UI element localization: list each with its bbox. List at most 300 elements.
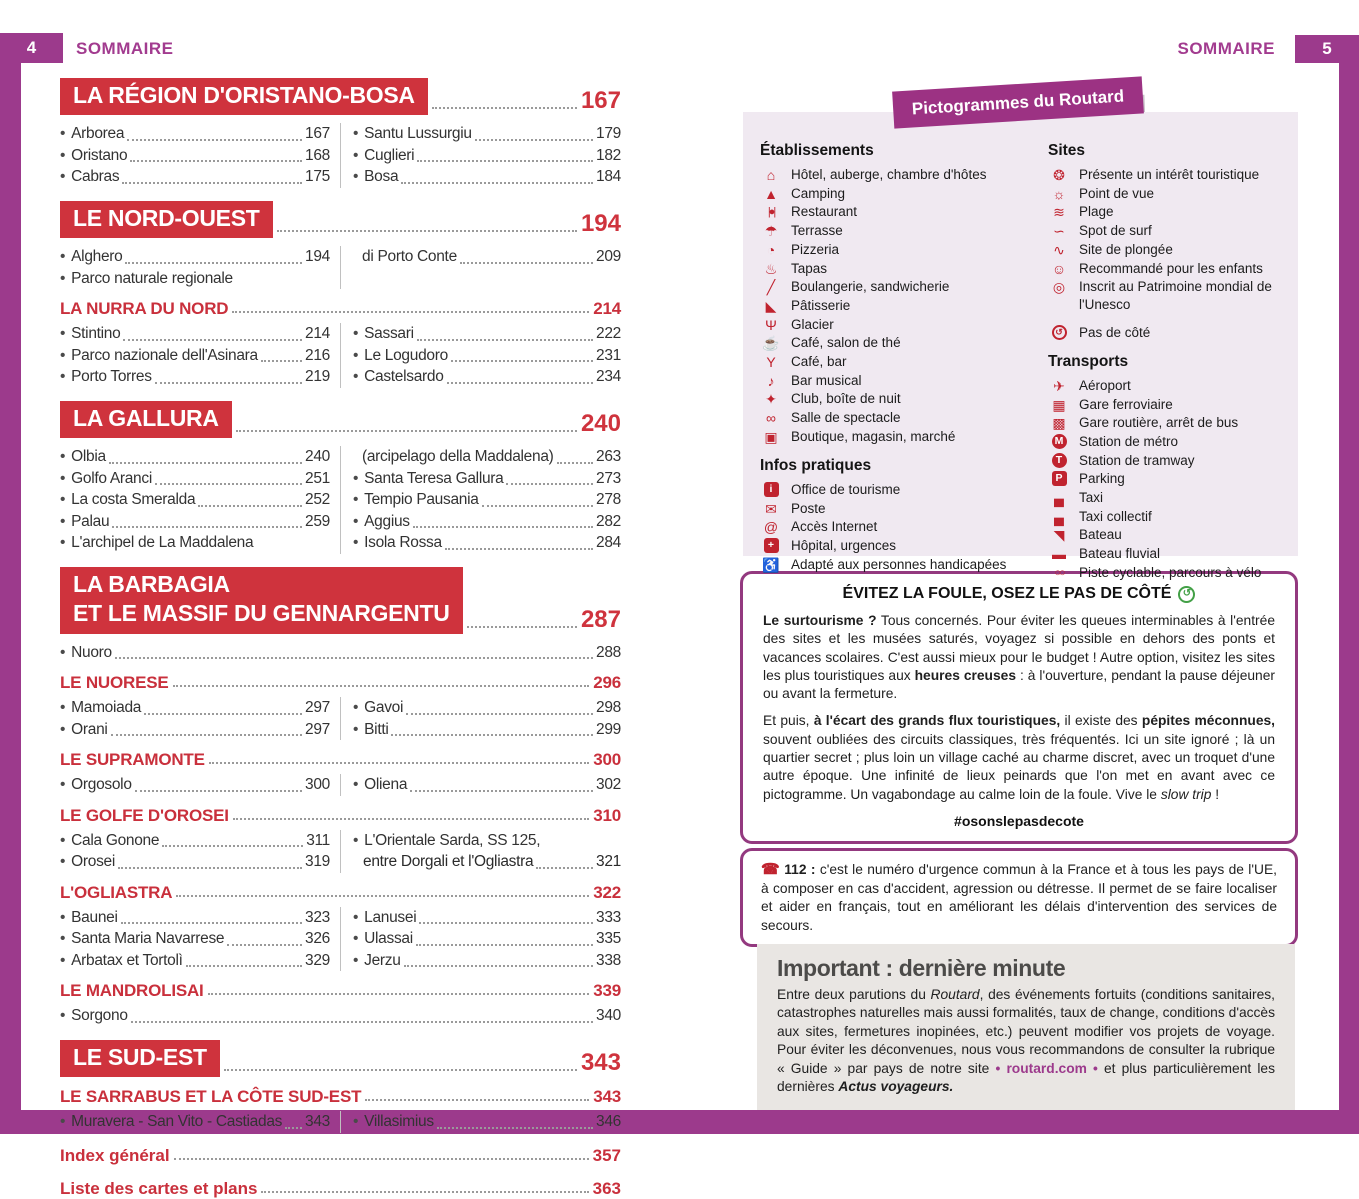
picto-row: [1048, 433, 1284, 451]
toc-entry: [353, 1111, 621, 1133]
text-segment: Entre deux parutions du: [777, 987, 931, 1002]
toc-section-title-line: L'OGLIASTRA: [60, 882, 173, 902]
bullet-icon: •: [353, 1113, 359, 1131]
toc-section-heading: [60, 981, 621, 1001]
dotted-leader: [131, 1021, 593, 1023]
toc-section-title-line: LE GOLFE D'OROSEI: [60, 805, 229, 825]
toc-section-page: 287: [580, 605, 621, 633]
toc-section-title: [60, 78, 428, 115]
bullet-icon: •: [60, 1113, 66, 1131]
gare-ferroviaire-icon: ▦: [1052, 396, 1066, 413]
avoid-crowd-paragraph-2: [763, 712, 1275, 803]
picto-label: Accès Internet: [791, 519, 878, 535]
toc-entry-label: Aggius: [364, 512, 410, 530]
picto-row: [1048, 260, 1284, 278]
picto-row: [760, 278, 1048, 296]
left-page-number: 4: [26, 38, 37, 57]
toc-entry-page: 298: [596, 699, 621, 717]
bullet-icon: •: [60, 448, 66, 466]
toc-entry-page: 323: [305, 908, 330, 926]
text-segment: : à l'ouverture, pendant la pause déjeuner ou avant la fermeture.: [763, 667, 1275, 702]
pas-de-cote-icon: [1048, 324, 1070, 342]
toc-entry: [60, 123, 330, 145]
toc-entry-label: Parco naturale regionale: [71, 269, 233, 287]
picto-row: [1048, 396, 1284, 414]
tramway-icon: [1048, 452, 1070, 470]
dotted-leader: [155, 382, 302, 384]
dotted-leader: [125, 262, 302, 264]
dotted-leader: [404, 965, 593, 967]
toc-column-right: [340, 1111, 621, 1133]
bullet-icon: •: [60, 776, 66, 794]
toc-entry: [353, 511, 621, 533]
toc-columns: [60, 697, 621, 740]
dotted-leader: [127, 139, 302, 141]
toc-entry: [60, 345, 330, 367]
left-page-number-tab: [0, 33, 63, 63]
terrasse-icon: ☂: [764, 223, 778, 240]
picto-label: Présente un intérêt touristique: [1079, 167, 1260, 182]
toc-entry-page: 219: [305, 368, 330, 386]
picto-label: Pizzeria: [791, 241, 840, 257]
toc-entry: [60, 166, 330, 188]
toc-column-right: [340, 697, 621, 740]
text-segment: Actus voyageurs.: [838, 1079, 954, 1095]
toc-section-banner: [60, 1040, 621, 1077]
text-segment: , des événements fortuits (conditions sanitaires, catastrophes naturelles mais aussi formalités, taux de change, conditions d'accès aux sites, fermetures inopinées, etc.) peuvent modifier vos projets de voyage. Pour éviter les déconvenues, nous vous recommandons de consulter la rubrique « Guide » par pays de notre site: [777, 987, 1275, 1076]
picto-label: Poste: [791, 500, 826, 516]
toc-entry-label: Orgosolo: [71, 776, 132, 794]
picto-label: Pas de côté: [1079, 324, 1151, 340]
toc-entry: [60, 950, 330, 972]
toc-entry-label: (arcipelago della Maddalena): [362, 448, 554, 466]
toc-entry: [60, 719, 330, 741]
dotted-leader: [475, 139, 593, 141]
picto-label: Spot de surf: [1079, 223, 1152, 239]
point-de-vue-icon: ☼: [1052, 185, 1066, 202]
toc-entry-label: Golfo Aranci: [71, 469, 152, 487]
toc-section-page: 322: [593, 882, 621, 902]
picto-category-heading: Établissements: [760, 142, 874, 159]
picto-label: Restaurant: [791, 204, 858, 220]
picto-row: [760, 353, 1048, 371]
toc-entry-label: Jerzu: [364, 951, 401, 969]
bullet-icon: •: [60, 146, 66, 164]
table-of-contents: [60, 74, 621, 1199]
toc-section-title-line: LA RÉGION D'ORISTANO-BOSA: [73, 82, 415, 108]
toc-section-title: [60, 1146, 170, 1166]
toc-entry-label: L'archipel de La Maddalena: [71, 534, 254, 552]
toc-entry-page: 209: [596, 248, 621, 266]
toc-entry: [60, 1005, 621, 1027]
right-header-sommaire: SOMMAIRE: [1177, 39, 1275, 58]
toc-entry-label: Oliena: [364, 776, 408, 794]
toc-entry-label: Sorgono: [71, 1007, 128, 1025]
acces-internet-icon: @: [763, 519, 779, 536]
toc-columns: [60, 446, 621, 554]
toc-entry-label: Sassari: [364, 325, 414, 343]
toc-columns: [60, 246, 621, 289]
bullet-icon: •: [60, 491, 66, 509]
picto-row: [760, 372, 1048, 390]
picto-label: Glacier: [791, 316, 834, 332]
picto-row: [1048, 526, 1284, 544]
glacier-icon: Ψ: [765, 316, 777, 333]
toc-entry-label: Bosa: [364, 168, 399, 186]
toc-section-banner: [60, 78, 621, 115]
dotted-leader: [419, 922, 593, 924]
text-segment: •: [995, 1060, 1007, 1076]
pictogrammes-panel: [743, 112, 1298, 580]
dotted-leader: [130, 160, 302, 162]
picto-row: [1048, 185, 1284, 203]
toc-section-title: [60, 201, 273, 238]
picto-column-right: [1048, 142, 1284, 593]
toc-entry-page: 273: [596, 469, 621, 487]
toc-entry: [353, 246, 621, 268]
taxi-icon: ▄: [1054, 490, 1064, 507]
avoid-crowd-paragraph-1: [763, 612, 1275, 703]
toc-section-heading: [60, 1087, 621, 1107]
toc-entry: [353, 345, 621, 367]
picto-group: [760, 142, 1048, 446]
toc-entry: [60, 366, 330, 388]
toc-column-left: [60, 323, 340, 388]
toc-entry-page: 297: [305, 720, 330, 738]
toc-entry-label: Muravera - San Vito - Castiadas: [71, 1113, 283, 1131]
dotted-leader: [261, 360, 302, 362]
dotted-leader: [186, 965, 302, 967]
patisserie-icon: ◣: [765, 297, 777, 314]
bullet-icon: •: [60, 346, 66, 364]
toc-entry-page: 288: [596, 643, 621, 661]
toc-columns: [60, 1111, 621, 1133]
picto-label: Office de tourisme: [791, 482, 901, 498]
picto-row: [1048, 203, 1284, 221]
text-segment: souvent oubliées des circuits classiques, très fréquentés. Ici un site ignoré ; là un quartier secret ; plus loin un village caché au charme discret, avec un troquet d'une autre époque. Une infinité de lieux peinards que l'on met en avant avec ce pictogramme. Un vagabondage au calme loin de la foule. Vive le: [763, 731, 1275, 802]
pizzeria-icon: ◔: [766, 241, 776, 258]
dotted-leader: [391, 734, 593, 736]
picto-row: [760, 556, 1048, 574]
toc-entry-page: 175: [305, 168, 330, 186]
toc-section-title-line: LE MANDROLISAI: [60, 981, 204, 1001]
toc-section-title-line: Liste des cartes et plans: [60, 1178, 258, 1198]
picto-label: Salle de spectacle: [791, 410, 901, 426]
picto-row: [1048, 545, 1284, 563]
picto-label: Café, bar: [791, 354, 847, 370]
aeroport-icon: ✈: [1053, 377, 1065, 394]
toc-column-left: [60, 830, 340, 873]
picto-row: [1048, 470, 1284, 488]
toc-entry: [353, 123, 621, 145]
metro-icon-badge: M: [1052, 434, 1067, 449]
picto-banner: Pictogrammes du Routard: [892, 76, 1144, 128]
dotted-leader: [557, 462, 594, 464]
toc-columns: [60, 774, 621, 796]
toc-entry-page: 300: [305, 776, 330, 794]
toc-entry: [353, 774, 621, 796]
picto-row: [1048, 564, 1284, 582]
poste-icon: ✉: [765, 500, 777, 517]
dotted-leader: [173, 685, 590, 687]
picto-label: Station de métro: [1079, 433, 1179, 449]
toc-entry-label: Arborea: [71, 125, 125, 143]
plage-icon: ≋: [1053, 204, 1065, 221]
toc-entry-page: 167: [305, 125, 330, 143]
toc-entry-page: 182: [596, 146, 621, 164]
bullet-icon: •: [353, 908, 359, 926]
bullet-icon: •: [60, 248, 66, 266]
toc-section-title-line: ET LE MASSIF DU GENNARGENTU: [73, 600, 450, 627]
taxi-collectif-icon: ▄: [1054, 508, 1064, 525]
toc-entry-page: 194: [305, 248, 330, 266]
bullet-icon: •: [353, 930, 359, 948]
toc-section-title: [60, 401, 232, 438]
toc-section-page: 310: [593, 805, 621, 825]
toc-entry-page: 299: [596, 720, 621, 738]
pas-de-cote-green-icon: ↺: [1178, 586, 1195, 603]
picto-row: [1048, 489, 1284, 507]
text-segment: Et puis,: [763, 713, 814, 729]
toc-section-heading: [60, 1146, 621, 1166]
toc-entry-page: 259: [305, 512, 330, 530]
toc-entry: [60, 907, 330, 929]
dotted-leader: [232, 311, 589, 313]
text-segment: pépites méconnues,: [1141, 713, 1276, 729]
toc-entry: [60, 928, 330, 950]
dotted-leader: [236, 430, 577, 432]
bullet-icon: •: [60, 469, 66, 487]
picto-row: [760, 537, 1048, 555]
bullet-icon: •: [60, 325, 66, 343]
toc-columns: [60, 323, 621, 388]
picto-label: Aéroport: [1079, 377, 1131, 393]
picto-label: Taxi: [1079, 490, 1104, 506]
picto-row: [1048, 508, 1284, 526]
bullet-icon: •: [60, 269, 66, 287]
dotted-leader: [365, 1099, 589, 1101]
bullet-icon: •: [353, 951, 359, 969]
toc-entry-page: 179: [596, 125, 621, 143]
toc-section-page: 363: [592, 1178, 621, 1198]
toc-entry: [60, 468, 330, 490]
toc-entry-page: 340: [596, 1007, 621, 1025]
toc-entry-page: 222: [596, 325, 621, 343]
toc-entry-label: Oristano: [71, 146, 128, 164]
picto-row: [1048, 414, 1284, 432]
toc-entry-page: 338: [596, 951, 621, 969]
text-segment: 112 :: [784, 862, 820, 877]
restaurant-icon: |●|: [767, 206, 775, 219]
toc-entry: [60, 532, 330, 554]
text-segment: routard.com: [1006, 1060, 1087, 1076]
bullet-icon: •: [353, 125, 359, 143]
hopital-icon-badge: +: [764, 538, 779, 553]
velo-icon: ○○: [1054, 566, 1064, 579]
toc-entry: [353, 145, 621, 167]
toc-entry-label: Lanusei: [364, 908, 417, 926]
picto-label: Piste cyclable, parcours à vélo: [1079, 564, 1262, 580]
toc-entry-label: di Porto Conte: [362, 248, 457, 266]
toc-entry-page: 240: [305, 448, 330, 466]
toc-entry: [353, 950, 621, 972]
toc-entry: [60, 489, 330, 511]
picto-row: [760, 241, 1048, 259]
toc-entry-page: 335: [596, 930, 621, 948]
cafe-salon-the-icon: ☕: [762, 335, 780, 352]
dotted-leader: [445, 548, 593, 550]
boulangerie-icon: ╱: [766, 279, 776, 296]
dotted-leader: [460, 262, 593, 264]
toc-entry-page: 168: [305, 146, 330, 164]
picto-category-heading: Transports: [1048, 352, 1129, 370]
toc-entry-page: 231: [596, 346, 621, 364]
toc-entry: [353, 366, 621, 388]
toc-entry-label: Le Logudoro: [364, 346, 448, 364]
handicap-icon: ♿: [762, 556, 780, 573]
hotel-icon: ⌂: [766, 167, 776, 183]
toc-column-left: [60, 697, 340, 740]
toc-entry-page: 282: [596, 512, 621, 530]
toc-entry-page: 216: [305, 346, 330, 364]
picto-label: Bateau fluvial: [1079, 546, 1161, 562]
dotted-leader: [144, 713, 302, 715]
toc-section-title: [60, 981, 204, 1001]
toc-entry-label: Cala Gonone: [71, 831, 160, 849]
picto-label: Boutique, magasin, marché: [791, 428, 956, 444]
toc-section-title: [60, 299, 228, 319]
dotted-leader: [447, 382, 593, 384]
right-margin-bar: [1339, 35, 1359, 1110]
picto-group: [1048, 353, 1284, 582]
dotted-leader: [174, 1158, 589, 1160]
toc-entry: [60, 323, 330, 345]
toc-section-title-line: Index général: [60, 1145, 170, 1165]
toc-entry-label: Villasimius: [364, 1113, 434, 1131]
bullet-icon: •: [353, 469, 359, 487]
toc-section-title: [60, 883, 172, 903]
bullet-icon: •: [353, 831, 359, 849]
dotted-leader: [112, 526, 302, 528]
toc-section-title: [60, 673, 169, 693]
toc-column-right: [340, 246, 621, 289]
picto-label: Bar musical: [791, 372, 862, 388]
bar-musical-icon: ♪: [767, 372, 775, 389]
toc-section-title: [60, 1040, 220, 1077]
toc-entry-label: Santa Teresa Gallura: [364, 469, 504, 487]
toc-entry-line1: [353, 830, 621, 852]
picto-label: Station de tramway: [1079, 452, 1195, 468]
toc-section-page: 339: [593, 981, 621, 1001]
picto-label: Terrasse: [791, 223, 843, 239]
dotted-leader: [135, 790, 302, 792]
dotted-leader: [224, 1069, 577, 1071]
toc-entry-page: 252: [305, 491, 330, 509]
toc-entry: [60, 697, 330, 719]
hopital-icon: [760, 537, 782, 555]
picto-column-left: [760, 142, 1048, 593]
emergency-112-box: [740, 848, 1298, 947]
dotted-leader: [417, 160, 593, 162]
dotted-leader: [233, 818, 589, 820]
picto-row: [760, 166, 1048, 184]
cafe-bar-icon: Y: [766, 354, 776, 371]
toc-section-page: 167: [580, 87, 621, 115]
camping-icon: ▲: [764, 185, 778, 202]
toc-entry-page: 251: [305, 469, 330, 487]
bullet-icon: •: [353, 512, 359, 530]
dotted-leader: [155, 483, 302, 485]
picto-category-heading: Infos pratiques: [760, 457, 872, 475]
text-segment: et plus particulièrement les dernières: [777, 1060, 1275, 1095]
toc-section-title: [60, 806, 229, 826]
picto-row: [760, 297, 1048, 315]
gare-routiere-icon: ▩: [1052, 415, 1066, 432]
pas-de-cote-icon-badge: ↺: [1052, 325, 1067, 340]
bullet-icon: •: [353, 534, 359, 552]
toc-entry: [353, 489, 621, 511]
toc-entry-label: Orani: [71, 720, 108, 738]
dotted-leader: [123, 339, 302, 341]
picto-label: Pâtisserie: [791, 297, 851, 313]
interet-touristique-icon: ❂: [1053, 167, 1065, 183]
dotted-leader: [277, 230, 577, 232]
toc-section-title: [60, 1179, 257, 1199]
bullet-icon: •: [60, 951, 66, 969]
bullet-icon: •: [60, 125, 66, 143]
toc-column-right: [340, 907, 621, 972]
toc-section-title-line: LA NURRA DU NORD: [60, 299, 229, 319]
toc-entry-label: Palau: [71, 512, 110, 530]
toc-entry: [60, 446, 330, 468]
bullet-icon: •: [60, 1007, 66, 1025]
picto-label: Point de vue: [1079, 185, 1155, 201]
bullet-icon: •: [353, 491, 359, 509]
toc-section-title: [60, 1087, 361, 1107]
toc-entry-label: Bitti: [364, 720, 389, 738]
important-box: [757, 944, 1295, 1110]
toc-entry-page: 214: [305, 325, 330, 343]
text-segment: à l'écart des grands flux touristiques,: [813, 713, 1061, 729]
toc-section-page: 194: [580, 210, 621, 238]
dotted-leader: [176, 895, 589, 897]
picto-row: [760, 481, 1048, 499]
toc-entry-page: 333: [596, 908, 621, 926]
bullet-icon: •: [60, 643, 66, 661]
dotted-leader: [401, 182, 593, 184]
picto-label: Hôtel, auberge, chambre d'hôtes: [791, 167, 987, 182]
toc-section-title-line: LE SARRABUS ET LA CÔTE SUD-EST: [60, 1087, 362, 1107]
picto-label: Gare routière, arrêt de bus: [1079, 415, 1239, 431]
picto-label: Gare ferroviaire: [1079, 396, 1173, 412]
text-segment: •: [1086, 1060, 1098, 1076]
bullet-icon: •: [353, 146, 359, 164]
toc-entry-label: Stintino: [71, 325, 121, 343]
toc-entry-label: Nuoro: [71, 643, 112, 661]
office-tourisme-icon: [760, 481, 782, 499]
picto-label: Taxi collectif: [1079, 508, 1152, 524]
dotted-leader: [261, 1191, 588, 1193]
toc-entry-page: 184: [596, 168, 621, 186]
picto-group: [1048, 142, 1284, 342]
tramway-icon-badge: T: [1052, 453, 1067, 468]
emergency-112-text: [761, 862, 1277, 933]
picto-label: Café, salon de thé: [791, 335, 901, 351]
toc-entry-multiline: [353, 830, 621, 873]
toc-section-banner: [60, 567, 621, 634]
toc-entry: [60, 511, 330, 533]
bullet-icon: •: [60, 699, 66, 717]
